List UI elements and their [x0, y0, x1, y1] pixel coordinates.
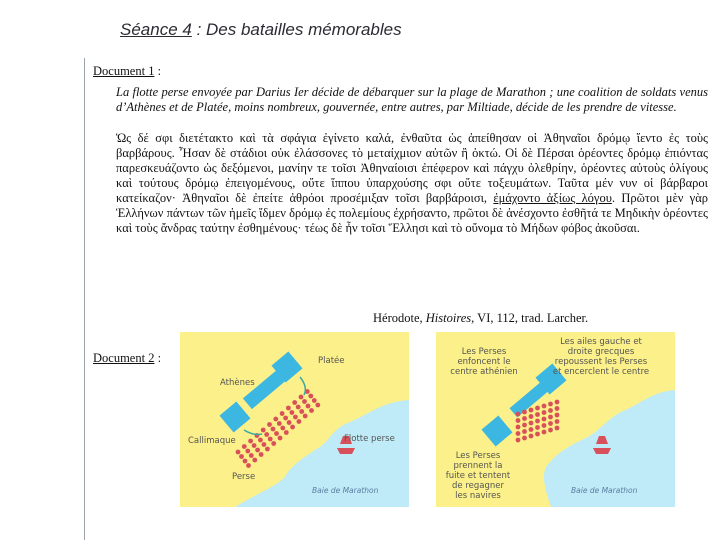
soldier-dot [548, 421, 553, 426]
soldier-dot [258, 438, 263, 443]
soldier-dot [516, 412, 521, 417]
soldier-dot [309, 408, 314, 413]
greek-text-part: Ὡς δέ σφι διετέτακτο καὶ τὰ σφάγια ἐγίνετο καλά, ἐνθαῦτα ὡς ἀπείθησαν οἱ Ἀθηναῖοι δρόμῳ ἵεντο ἐς τοὺς βαρβάρους. Ἦσαν δὲ στάδιοι οὐκ ἐλάσσονες τὸ μεταίχμιον αὐτῶν ἢ ὀκτώ. Οἱ δὲ Πέρσαι ὁρέοντες δρόμῳ ἐπιόντας παρεσκευάζοντο ὡς δεξόμενοι, μανίην τε τοῖσι Ἀθηναίοισι ἐπέφερον καὶ πάγχυ ὀλεθρίην, ὁρέοντες αὐτοὺς ὀλίγους καὶ τούτους δρόμῳ ἐπειγομένους, οὔτε ἵππου ὑπαρχούσης σφι οὔτε τοξευμάτων. Ταῦτα μέν νυν οἱ βάρβαροι κατείκαζον· Ἀθηναῖοι δὲ ἐπείτε ἀθρόοι προσέμιξαν τοῖσι βαρβάροισι, [116, 131, 708, 205]
soldier-dot [243, 459, 248, 464]
soldier-dot [264, 432, 269, 437]
soldier-dot [252, 458, 257, 463]
soldier-dot [529, 408, 534, 413]
greek-text-part: . Πρῶτοι μὲν γὰρ Ἑλλήνων πάντων τῶν ἡμεῖς ἴδμεν δρόμῳ ἐς πολεμίους ἐχρήσαντο, πρῶτοι δὲ ἀνέσχοντο ἐσθῆτά τε Μηδικὴν ὁρέοντες καὶ τοὺς ἄνδρας ταύτην ἐσθημένους· τέως δὲ ἦν τοῖσι Ἕλλησι καὶ τὸ οὔνομα τὸ Μήδων φόβος ἀκοῦσαι. [116, 191, 708, 235]
soldier-dot [278, 436, 283, 441]
document-1-label-suffix: : [154, 64, 162, 78]
soldier-dot [252, 443, 257, 448]
soldier-dot [548, 428, 553, 433]
soldier-dot [273, 417, 278, 422]
soldier-dot [535, 432, 540, 437]
label-athenes: Athènes [220, 378, 255, 388]
label-flotte-perse: Flotte perse [344, 434, 395, 444]
soldier-dot [529, 421, 534, 426]
label-bay: Baie de Marathon [312, 486, 379, 495]
soldier-dot [555, 413, 560, 418]
soldier-dot [284, 430, 289, 435]
soldier-dot [255, 448, 260, 453]
label-flee: les navires [455, 491, 501, 501]
soldier-dot [555, 426, 560, 431]
soldier-dot [261, 428, 266, 433]
soldier-dot [522, 429, 527, 434]
document-2-label-suffix: : [154, 351, 162, 365]
label-flee: fuite et tentent [445, 471, 511, 481]
soldier-dot [535, 425, 540, 430]
soldier-dot [548, 415, 553, 420]
soldier-dot [296, 405, 301, 410]
soldier-dot [555, 400, 560, 405]
soldier-dot [280, 411, 285, 416]
soldier-dot [516, 425, 521, 430]
label-wings: repoussent les Perses [554, 357, 648, 367]
soldier-dot [286, 406, 291, 411]
soldier-dot [259, 452, 264, 457]
soldier-dot [246, 463, 251, 468]
soldier-dot [315, 403, 320, 408]
soldier-dot [548, 408, 553, 413]
session-title: : Des batailles mémorables [191, 20, 402, 39]
document-1-label [93, 64, 161, 79]
label-center: Les Perses [461, 347, 507, 357]
soldier-dot [555, 419, 560, 424]
soldier-dot [542, 417, 547, 422]
label-perse: Perse [232, 472, 256, 482]
soldier-dot [271, 441, 276, 446]
label-callimaque: Callimaque [188, 436, 236, 446]
soldier-dot [293, 415, 298, 420]
label-bay: Baie de Marathon [571, 486, 638, 495]
soldier-dot [299, 395, 304, 400]
page-title [120, 20, 402, 40]
soldier-dot [297, 419, 302, 424]
soldier-dot [303, 414, 308, 419]
soldier-dot [535, 406, 540, 411]
soldier-dot [242, 444, 247, 449]
label-wings: droite grecques [567, 347, 635, 357]
soldier-dot [529, 427, 534, 432]
soldier-dot [268, 437, 273, 442]
citation-reference: , VI, 112, trad. Larcher. [471, 311, 589, 325]
soldier-dot [548, 402, 553, 407]
soldier-dot [516, 418, 521, 423]
soldier-dot [529, 414, 534, 419]
session-number: Séance 4 [120, 20, 192, 39]
soldier-dot [262, 442, 267, 447]
soldier-dot [287, 420, 292, 425]
soldier-dot [274, 431, 279, 436]
label-wings: Les ailes gauche et [560, 337, 642, 347]
label-flee: de regagner [452, 481, 504, 491]
french-intro: La flotte perse envoyée par Darius Ier décide de débarquer sur la plage de Marathon ; une coalition de soldats venus d’Athènes et de Platée, moins nombreux, gouvernée, entre autres, par Miltiade, décide de les prendre de vitesse. [116, 85, 708, 114]
greek-text [116, 131, 708, 236]
soldier-dot [290, 425, 295, 430]
soldier-dot [236, 450, 241, 455]
soldier-dot [245, 449, 250, 454]
soldier-dot [299, 409, 304, 414]
document-2-label-text: Document 2 [93, 351, 155, 365]
soldier-dot [265, 447, 270, 452]
soldier-dot [248, 439, 253, 444]
map-battle-start [180, 332, 409, 507]
label-flee: Les Perses [455, 451, 501, 461]
soldier-dot [542, 404, 547, 409]
soldier-dot [306, 404, 311, 409]
label-flee: prennent la [453, 461, 503, 471]
soldier-dot [249, 453, 254, 458]
label-center: centre athénien [450, 367, 518, 377]
soldier-dot [522, 436, 527, 441]
soldier-dot [522, 423, 527, 428]
soldier-dot [529, 434, 534, 439]
soldier-dot [535, 412, 540, 417]
greek-underlined-phrase: ἐμάχοντο ἀξίως λόγου [493, 191, 612, 205]
soldier-dot [283, 416, 288, 421]
soldier-dot [516, 431, 521, 436]
label-wings: et encerclent le centre [552, 367, 650, 377]
label-center: enfoncent le [457, 357, 511, 367]
map-battle-end [436, 332, 675, 507]
soldier-dot [542, 423, 547, 428]
soldier-dot [516, 438, 521, 443]
soldier-dot [555, 406, 560, 411]
soldier-dot [522, 416, 527, 421]
margin-line [84, 58, 85, 540]
soldier-dot [292, 400, 297, 405]
soldier-dot [542, 410, 547, 415]
label-platee: Platée [318, 356, 345, 366]
citation-work: Histoires [425, 311, 472, 325]
soldier-dot [302, 399, 307, 404]
soldier-dot [271, 427, 276, 432]
soldier-dot [267, 422, 272, 427]
soldier-dot [308, 394, 313, 399]
soldier-dot [542, 430, 547, 435]
document-2-label [93, 351, 161, 366]
soldier-dot [280, 426, 285, 431]
soldier-dot [239, 454, 244, 459]
soldier-dot [312, 398, 317, 403]
soldier-dot [277, 421, 282, 426]
soldier-dot [290, 410, 295, 415]
document-1-label-text: Document 1 [93, 64, 155, 78]
citation [373, 311, 588, 326]
soldier-dot [535, 419, 540, 424]
soldier-dot [522, 410, 527, 415]
citation-author: Hérodote, [373, 311, 426, 325]
